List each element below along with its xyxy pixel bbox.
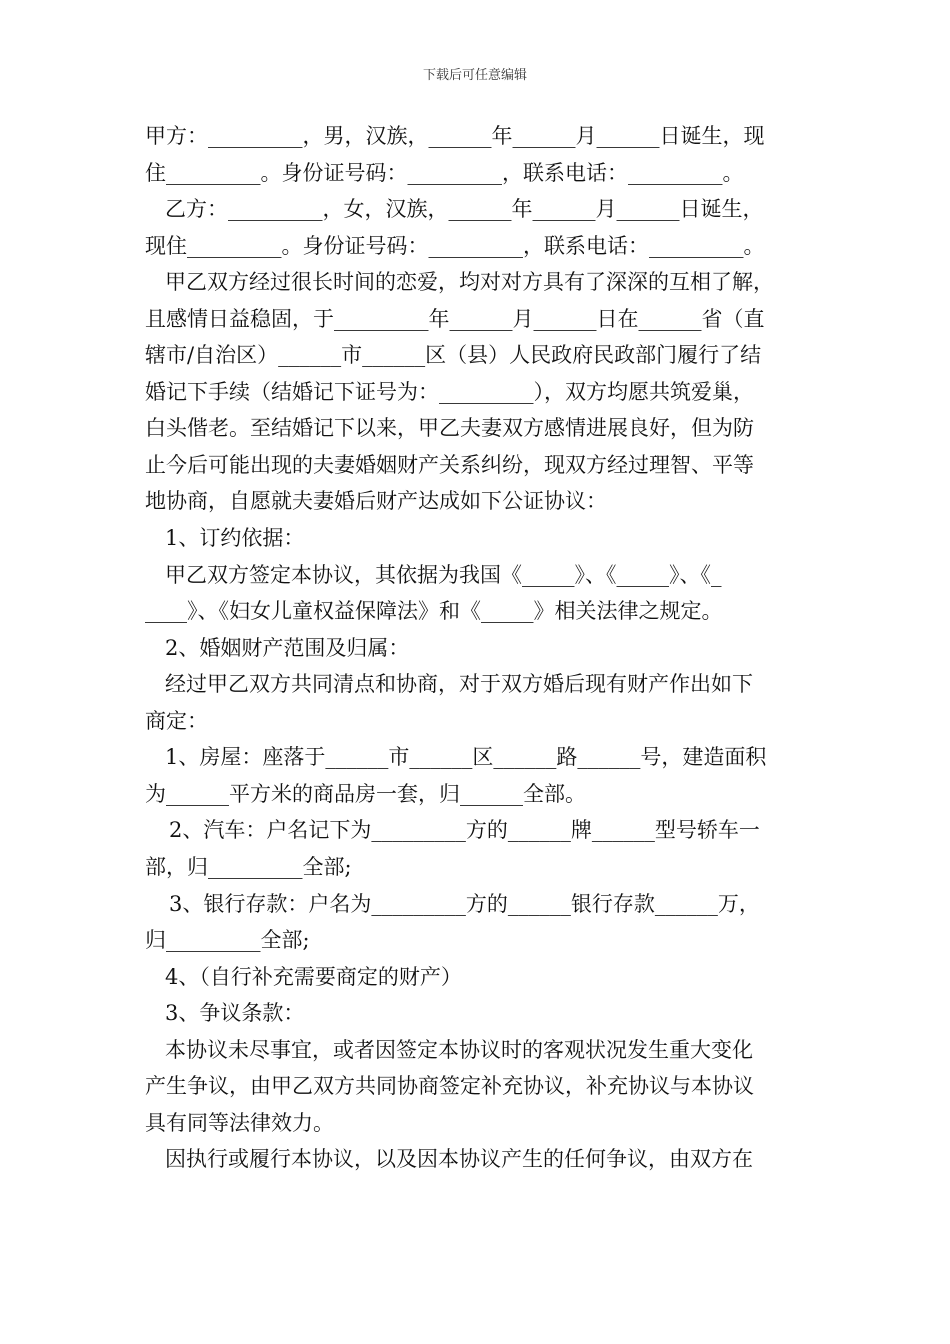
text-line: 且感情日益稳固，于_________年______月______日在______省（直 [145,306,765,331]
text-line: 部，归_________全部; [145,854,352,879]
text-line: 住_________。身份证号码：_________，联系电话：_________。 [145,160,744,185]
text-line: 因执行或履行本协议，以及因本协议产生的任何争议，由双方在 [165,1147,753,1172]
text-line: 甲方：_________，男，汉族，______年______月______日诞生，现 [145,124,765,148]
text-line: 甲乙双方签定本协议，其依据为我国《_____》、《_____》、《_ [165,562,722,587]
text-line: 归_________全部; [145,928,310,953]
text-line: 产生争议，由甲乙双方共同协商签定补充协议，补充协议与本协议 [145,1074,754,1099]
text-line: 白头偕老。至结婚记下以来，甲乙夫妻双方感情进展良好，但为防 [145,416,754,441]
text-line: ____》、《妇女儿童权益保障法》和《_____》相关法律之规定。 [145,599,723,624]
page-header: 下载后可任意编辑 [422,68,527,83]
text-line: 现住_________。身份证号码：_________，联系电话：_________。 [145,233,765,258]
text-line: 为______平方米的商品房一套，归______全部。 [145,781,586,806]
text-line: 3、银行存款：户名为_________方的______银行存款______万， [169,891,760,916]
agreement-body [145,118,810,1179]
text-line: 婚记下手续（结婚记下证号为：_________），双方均愿共筑爱巢， [145,379,754,404]
text-line: 1、房屋：座落于______市______区______路______号，建造面积 [165,745,767,770]
text-line: 甲乙双方经过很长时间的恋爱，均对对方具有了深深的互相了解， [165,270,774,295]
text-line: 1、订约依据： [165,526,305,551]
text-line: 具有同等法律效力。 [145,1110,334,1135]
text-line: 2、汽车：户名记下为_________方的______牌______型号轿车一 [169,818,760,843]
text-line: 本协议未尽事宜，或者因签定本协议时的客观状况发生重大变化 [165,1037,753,1062]
text-line: 止今后可能出现的夫妻婚姻财产关系纠纷，现双方经过理智、平等 [145,452,754,477]
text-line: 4、（自行补充需要商定的财产） [165,964,462,989]
text-line: 商定： [145,708,208,733]
text-line: 2、婚姻财产范围及归属： [165,635,410,660]
text-line: 辖市/自治区）______市______区（县）人民政府民政部门履行了结 [145,343,762,368]
text-line: 地协商，自愿就夫妻婚后财产达成如下公证协议： [145,489,607,514]
text-line: 经过甲乙双方共同清点和协商，对于双方婚后现有财产作出如下 [165,672,753,697]
text-line: 乙方：_________，女，汉族，______年______月______日诞生， [165,197,764,222]
text-line: 3、争议条款： [165,1001,305,1026]
